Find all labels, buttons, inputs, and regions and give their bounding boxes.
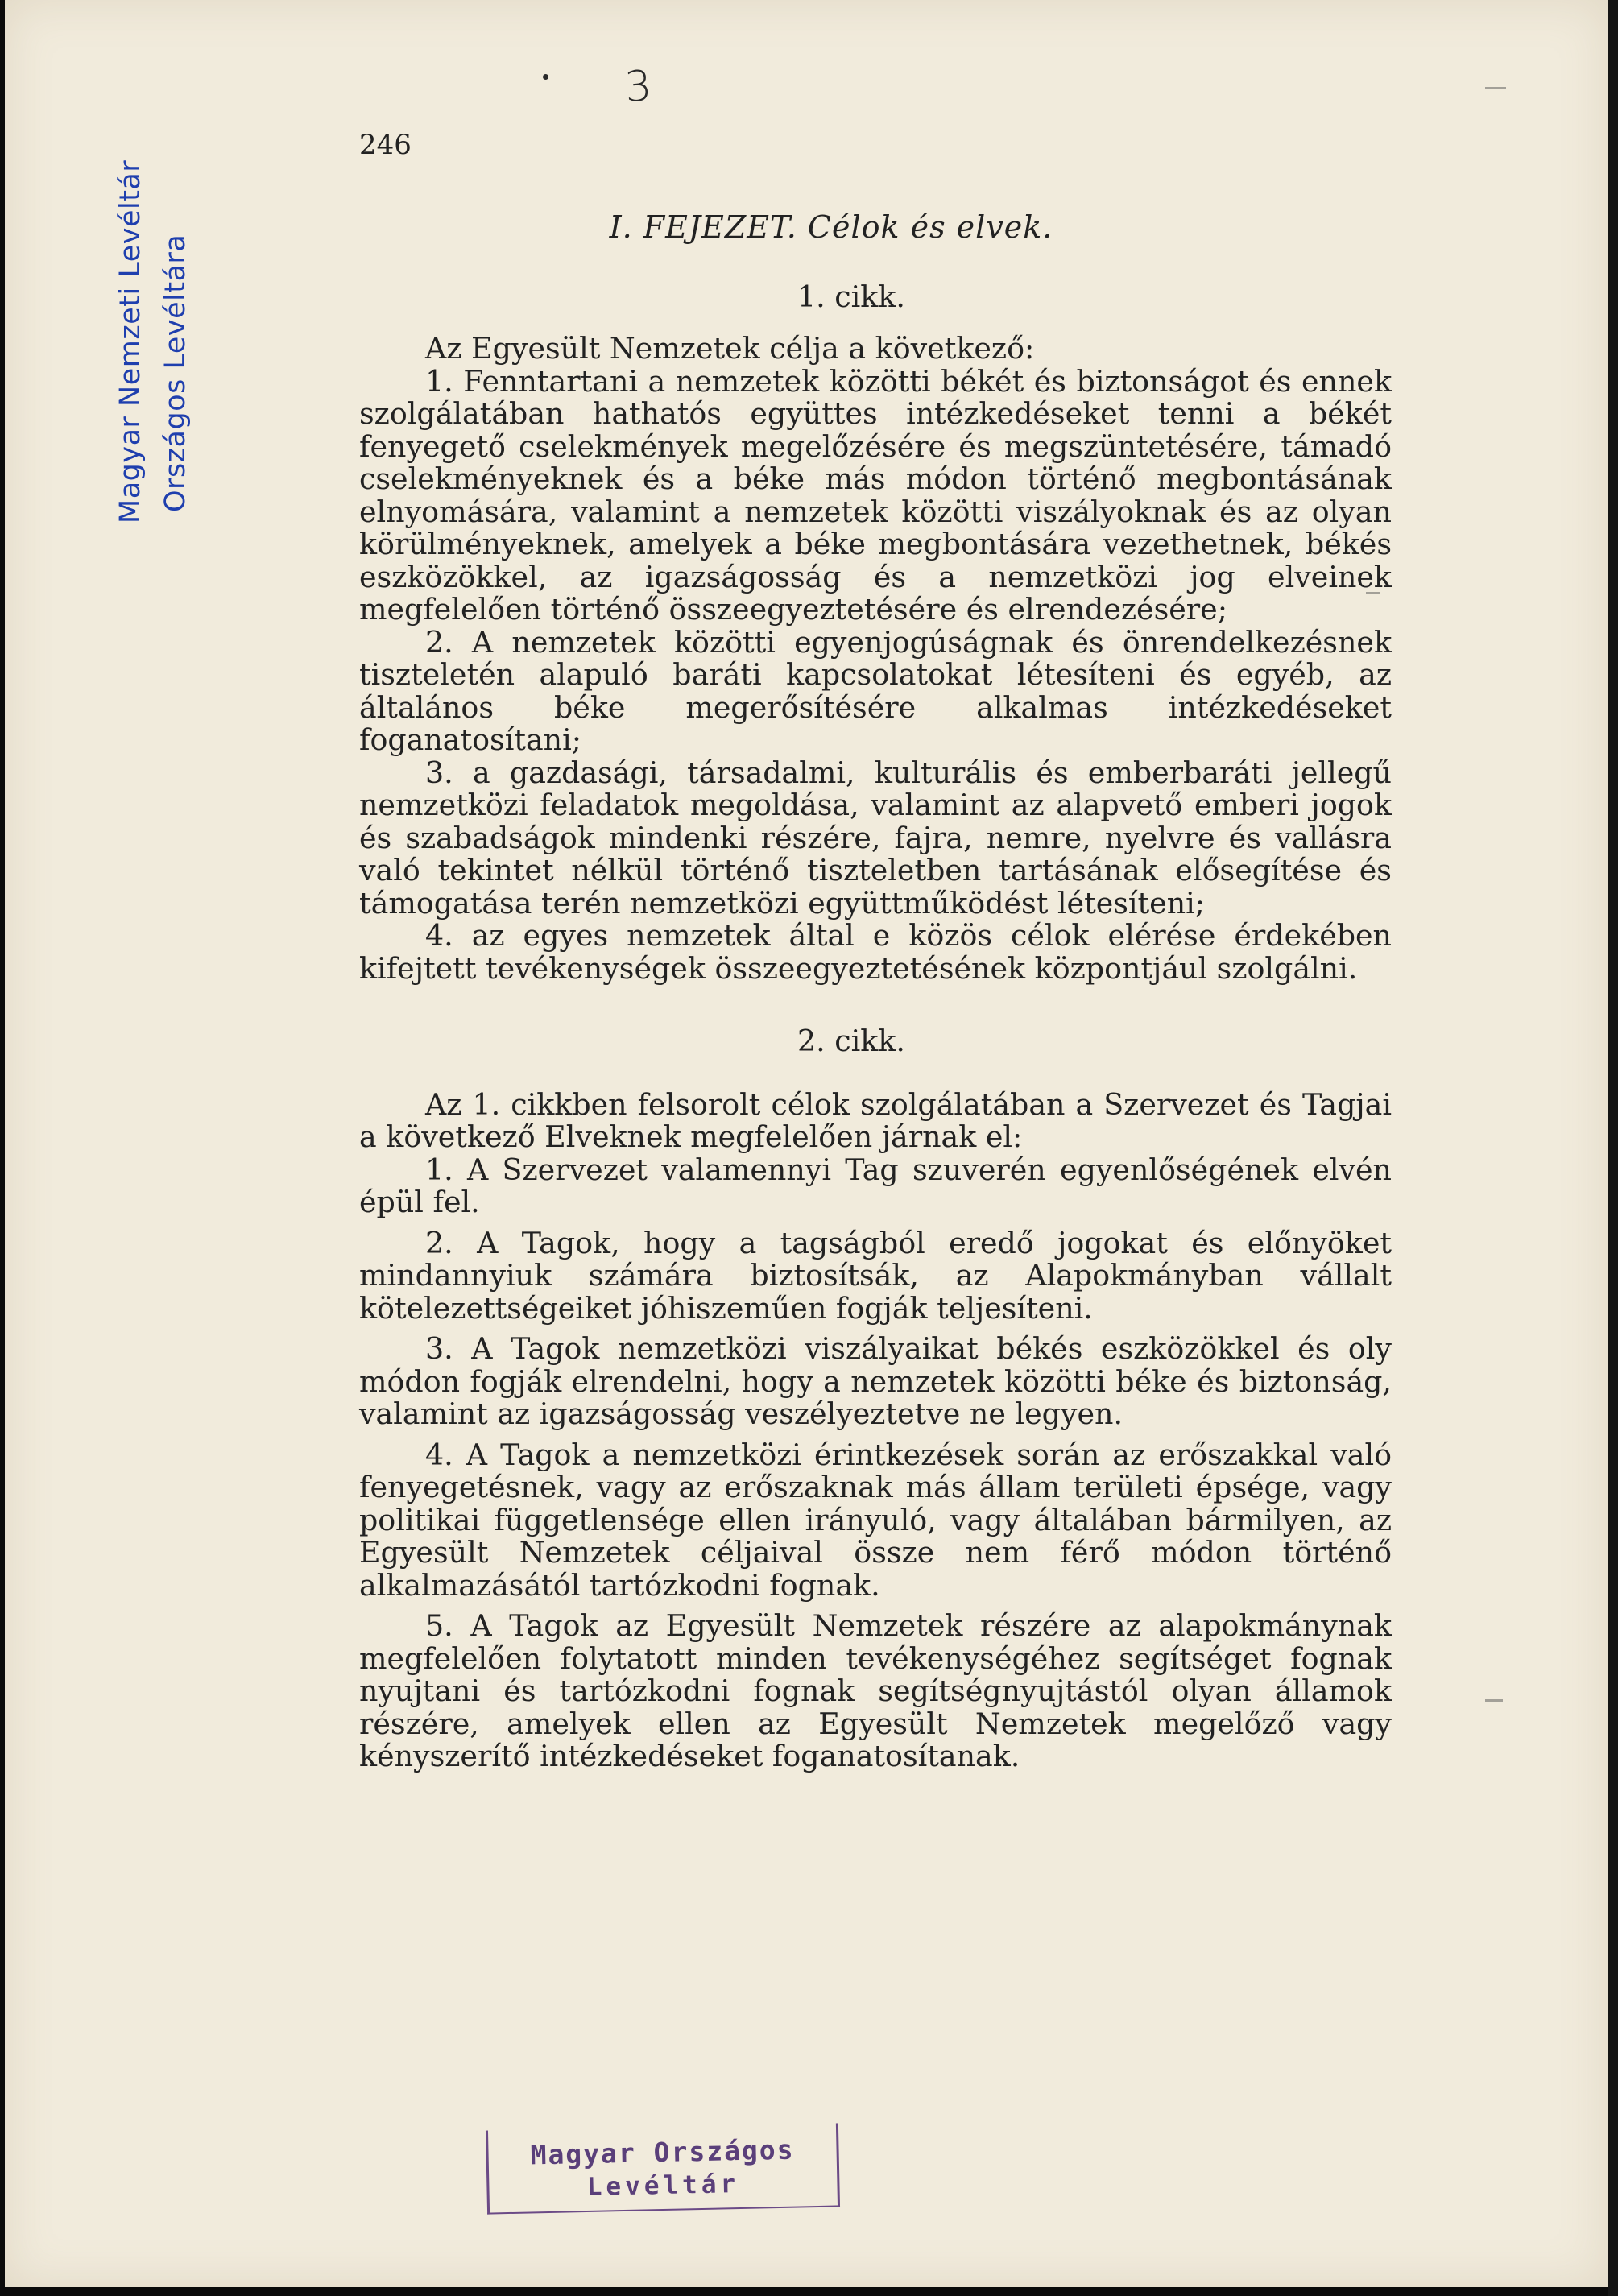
scan-edge xyxy=(1608,0,1618,2296)
margin-mark xyxy=(1485,1699,1503,1702)
archive-stamp-box xyxy=(486,2123,840,2214)
document-body xyxy=(359,211,1392,1773)
article-2-point-2: 2. A Tagok, hogy a tagságból eredő jogokat és előnyöket mindannyiuk számára biztosítsák, az Alapokmányban vállalt kötelezettségeiket jóhiszeműen fogják teljesíteni. xyxy=(359,1225,1392,1326)
archive-stamp-box-line-1: Magyar Országos xyxy=(530,2133,795,2171)
page-number: 246 xyxy=(359,129,412,161)
article-1-point-4: 4. az egyes nemzetek által e közös célok elérése érdekében kifejtett tevékenységek összeegyeztetésének központjául szolgálni. xyxy=(359,918,1392,986)
margin-mark xyxy=(1485,87,1506,89)
ink-dot xyxy=(543,74,548,80)
article-2-point-4: 4. A Tagok a nemzetközi érintkezések során az erőszakkal való fenyegetésnek, vagy az erőszaknak más állam területi épsége, vagy politikai függetlensége ellen irányuló, vagy általában bármilyen, az Egyesült Nemzetek céljaival össze nem férő módon történő alkalmazásától tartózkodni fognak. xyxy=(359,1437,1392,1603)
archive-stamp-line-1: Magyar Nemzeti Levéltár xyxy=(114,159,147,523)
article-1-point-3: 3. a gazdasági, társadalmi, kulturális és emberbaráti jellegű nemzetközi feladatok megoldása, valamint az alapvető emberi jogok és szabadságok mindenki részére, fajra, nemre, nyelvre és vallásra való tekintet nélkül történő tiszteletben tartásának elősegítése és támogatása terén nemzetközi együttműködést létesíteni; xyxy=(359,755,1392,920)
article-1-point-1: 1. Fenntartani a nemzetek közötti békét és biztonságot és ennek szolgálatában hathatós együttes intézkedéseket tenni a békét fenyegető cselekmények megelőzésére és megszüntetésére, támadó cselekményeknek és a béke más módon történő megbontásának elnyomására, valamint a nemzetek közötti viszályoknak és az olyan körülményeknek, amelyek a béke megbontására vezethetnek, békés eszközökkel, az igazságosság és a nemzetközi jog elveinek megfelelően történő összeegyeztetésére és elrendezésére; xyxy=(359,363,1392,627)
article-2-heading: 2. cikk. xyxy=(797,1024,905,1058)
archive-stamp-box-line-2: Levéltár xyxy=(586,2170,740,2202)
article-2-point-1: 1. A Szervezet valamennyi Tag szuverén egyenlőségének elvén épül fel. xyxy=(359,1152,1392,1219)
archive-stamp-vertical xyxy=(108,160,198,523)
article-1-intro: Az Egyesült Nemzetek célja a következő: xyxy=(425,331,1035,366)
margin-mark xyxy=(1366,592,1380,594)
handwritten-number: 3 xyxy=(623,61,654,113)
article-1-point-2: 2. A nemzetek közötti egyenjogúságnak és önrendelkezésnek tiszteletén alapuló baráti kapcsolatokat létesíteni és egyéb, az általános béke megerősítésére alkalmas intézkedéseket foganatosítani; xyxy=(359,624,1392,757)
article-2-intro: Az 1. cikkben felsorolt célok szolgálatában a Szervezet és Tagjai a következő Elveknek megfelelően járnak el: xyxy=(359,1086,1392,1154)
article-1-heading: 1. cikk. xyxy=(797,279,905,314)
article-2-point-5: 5. A Tagok az Egyesült Nemzetek részére az alapokmánynak megfelelően folytatott minden tevékenységéhez segítséget fognak nyujtani és tartózkodni fognak segítségnyujtástól olyan államok részére, amelyek ellen az Egyesült Nemzetek megelőző vagy kényszerítő intézkedéseket foganatosítanak. xyxy=(359,1608,1392,1773)
article-2-point-3: 3. A Tagok nemzetközi viszályaikat békés eszközökkel és oly módon fogják elrendelni, hogy a nemzetek közötti béke és biztonság, valamint az igazságosság veszélyeztetve ne legyen. xyxy=(359,1331,1392,1431)
chapter-title: I. FEJEZET. Célok és elvek. xyxy=(609,209,1053,245)
archive-stamp-line-2: Országos Levéltára xyxy=(159,234,192,512)
document-page xyxy=(5,0,1608,2287)
